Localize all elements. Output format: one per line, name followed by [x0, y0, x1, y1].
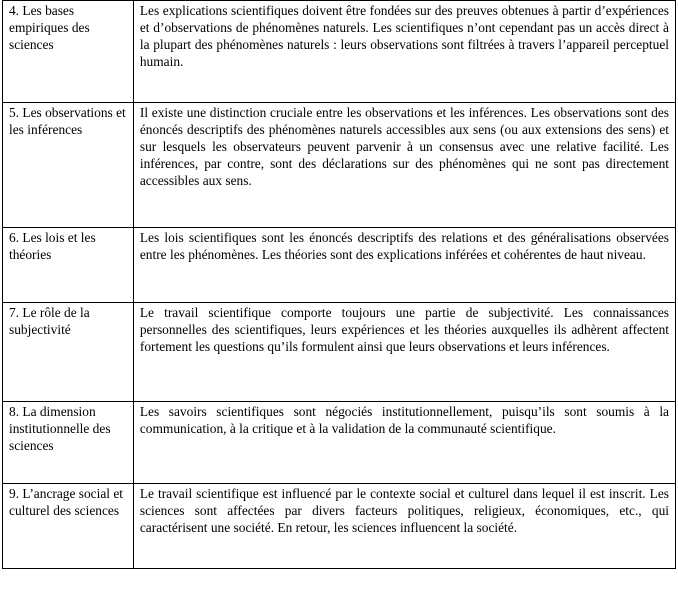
row-label-cell	[3, 1, 134, 103]
row-description: Les savoirs scientifiques sont négociés institutionnellement, puisqu’ils sont soumis à la communication, à la critique et à la validation de la communauté scientifique.	[139, 404, 669, 436]
row-description: Les lois scientifiques sont les énoncés descriptifs des relations et des généralisations observées entre les phénomènes. Les théories sont des explications inférées et cohérentes de haut niveau.	[139, 230, 669, 262]
row-label-cell	[3, 484, 134, 569]
row-description-cell	[133, 402, 675, 484]
row-description-cell	[133, 303, 675, 402]
table-row	[3, 103, 676, 228]
table-row	[3, 402, 676, 484]
row-label: 6. Les lois et les théories	[9, 230, 96, 262]
row-description-cell	[133, 484, 675, 569]
row-description-cell	[133, 103, 675, 228]
row-description-cell	[133, 1, 675, 103]
row-label-cell	[3, 303, 134, 402]
table-row	[3, 303, 676, 402]
row-description-cell	[133, 228, 675, 303]
row-label: 5. Les observations et les inférences	[9, 105, 126, 137]
row-description: Le travail scientifique est influencé par le contexte social et culturel dans lequel il est inscrit. Les sciences sont affectées par divers facteurs politiques, religieux, économiques, etc., qui caractérisent une société. En retour, les sciences influencent la société.	[139, 486, 669, 535]
table-row	[3, 1, 676, 103]
nature-of-science-table	[2, 0, 676, 569]
table-row	[3, 228, 676, 303]
row-label: 8. La dimension institutionnelle des sciences	[9, 404, 111, 453]
row-description: Le travail scientifique comporte toujours une partie de subjectivité. Les connaissances personnelles des scientifiques, leurs expériences et les théories auxquelles ils adhèrent affectent fortement les questions qu’ils formulent ainsi que leurs observations et leurs inférences.	[139, 305, 669, 354]
row-label-cell	[3, 228, 134, 303]
row-label-cell	[3, 103, 134, 228]
row-label: 9. L’ancrage social et culturel des sciences	[9, 486, 124, 518]
row-description: Les explications scientifiques doivent être fondées sur des preuves obtenues à partir d’expériences et d’observations de phénomènes naturels. Les scientifiques n’ont cependant pas un accès direct à la plupart des phénomènes naturels : leurs observations sont filtrées à travers l’appareil perceptuel humain.	[139, 3, 669, 69]
row-label: 4. Les bases empiriques des sciences	[9, 3, 90, 52]
row-label-cell	[3, 402, 134, 484]
row-description: Il existe une distinction cruciale entre les observations et les inférences. Les observations sont des énoncés descriptifs des phénomènes naturels accessibles aux sens (ou aux extensions des sens) et sur lesquels les observateurs peuvent parvenir à un consensus avec une relative facilité. Les inférences, par contre, sont des déclarations sur des phénomènes qui ne sont pas directement accessibles aux sens.	[139, 105, 669, 188]
table-row	[3, 484, 676, 569]
row-label: 7. Le rôle de la subjectivité	[9, 305, 90, 337]
